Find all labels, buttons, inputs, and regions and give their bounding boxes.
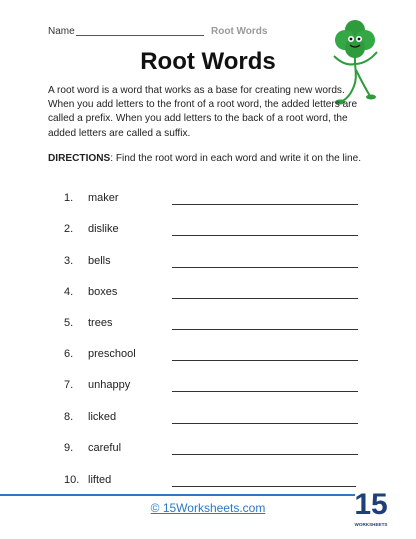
item-word: preschool (88, 348, 136, 360)
directions-text: : Find the root word in each word and write it on the line. (110, 153, 362, 164)
directions-label: DIRECTIONS (48, 153, 111, 164)
answer-line[interactable] (172, 391, 358, 392)
item-word: dislike (88, 223, 119, 235)
answer-line[interactable] (172, 235, 358, 236)
answer-line[interactable] (172, 329, 358, 330)
logo-number: 15 (354, 488, 388, 521)
exercise-item (64, 348, 364, 366)
answer-line[interactable] (172, 423, 358, 424)
item-word: bells (88, 255, 111, 267)
item-word: lifted (88, 474, 112, 486)
directions (48, 153, 378, 164)
item-number: 9. (64, 442, 74, 454)
item-number: 4. (64, 286, 74, 298)
intro-paragraph: A root word is a word that works as a base for creating new words. When you add letters to the front of a root word, the added letters are called a prefix. When you add letters to the back of a root word, the added letters are called a suffix. (48, 85, 358, 139)
footer-link[interactable]: © 15Worksheets.com (150, 501, 266, 515)
category-tag: Root Words (211, 26, 268, 37)
answer-line[interactable] (172, 486, 358, 487)
exercise-item (64, 411, 364, 429)
name-label: Name (48, 26, 75, 37)
exercise-item (64, 192, 364, 210)
item-number: 5. (64, 317, 74, 329)
answer-line[interactable] (172, 298, 358, 299)
name-field-line[interactable] (76, 35, 204, 36)
exercise-item (64, 255, 364, 273)
answer-line[interactable] (172, 454, 358, 455)
answer-line[interactable] (172, 204, 358, 205)
item-number: 7. (64, 379, 74, 391)
item-number: 2. (64, 223, 74, 235)
item-number: 8. (64, 411, 74, 423)
answer-line[interactable] (172, 267, 358, 268)
item-word: unhappy (88, 379, 131, 391)
item-word: maker (88, 192, 119, 204)
exercise-item (64, 442, 364, 460)
item-number: 10. (64, 474, 80, 486)
item-word: trees (88, 317, 113, 329)
item-word: licked (88, 411, 117, 423)
exercise-item (64, 317, 364, 335)
exercise-item (64, 286, 364, 304)
item-number: 3. (64, 255, 74, 267)
item-number: 1. (64, 192, 74, 204)
answer-line[interactable] (172, 360, 358, 361)
exercise-item (64, 223, 364, 241)
15-worksheets-logo (356, 476, 386, 532)
item-word: boxes (88, 286, 118, 298)
exercise-item (64, 474, 364, 492)
item-number: 6. (64, 348, 74, 360)
exercise-item (64, 379, 364, 397)
page-title: Root Words (140, 48, 276, 75)
logo-subtext: WORKSHEETS (354, 522, 388, 527)
item-word: careful (88, 442, 122, 454)
footer-divider (0, 494, 355, 496)
